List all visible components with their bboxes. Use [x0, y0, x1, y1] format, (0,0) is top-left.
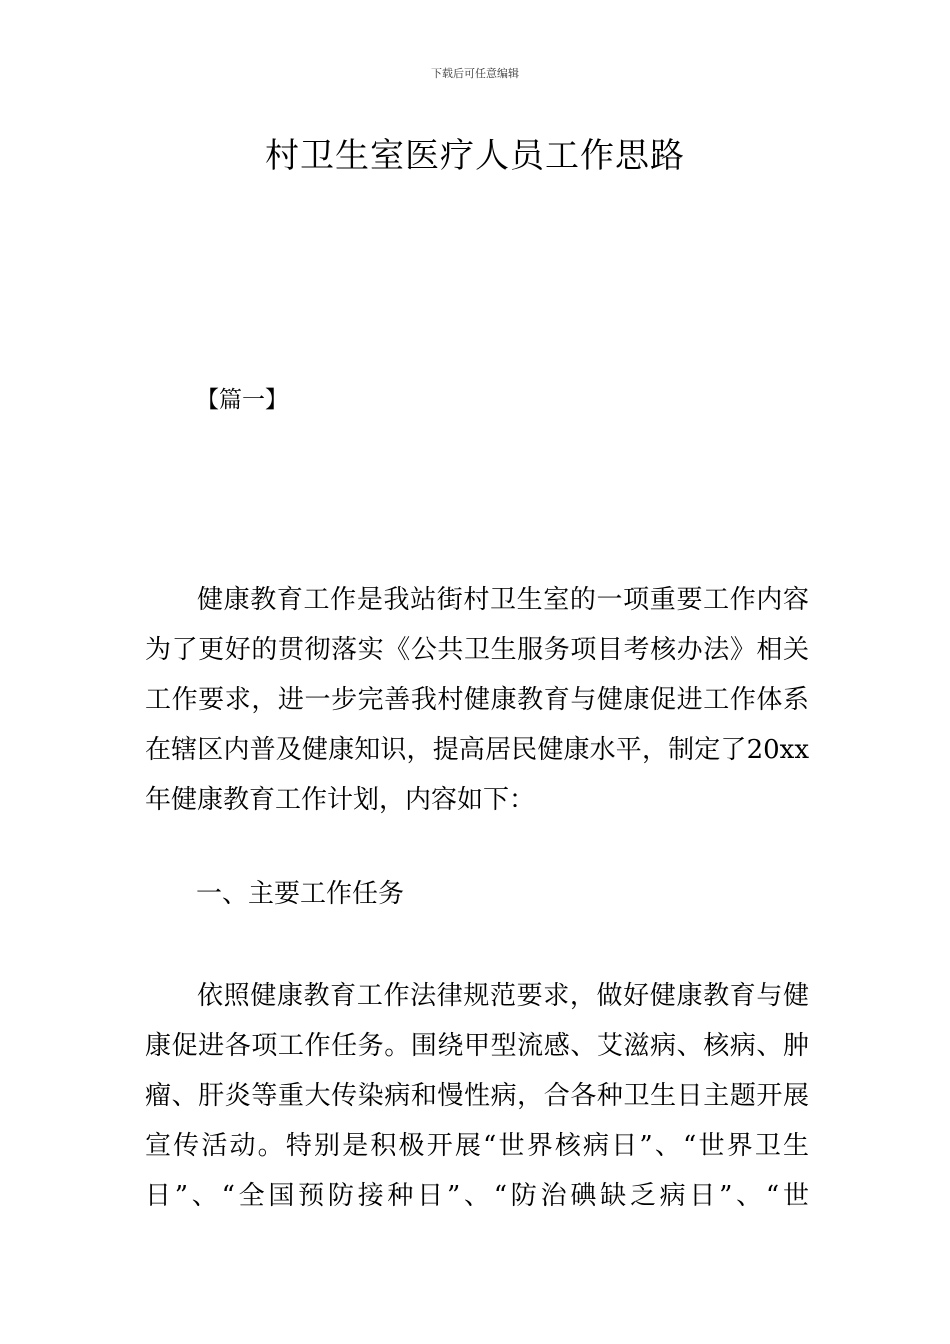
section-heading: 一、主要工作任务 — [196, 879, 405, 909]
paragraph-tasks — [145, 971, 809, 1221]
paragraph-line: 依照健康教育工作法律规范要求，做好健康教育与健 — [197, 981, 809, 1011]
paragraph-intro — [145, 575, 809, 825]
section-marker: 【篇一】 — [196, 387, 288, 413]
paragraph-line: 在辖区内普及健康知识，提高居民健康水平，制定了20xx — [145, 735, 809, 765]
paragraph-line: 健康教育工作是我站街村卫生室的一项重要工作内容 — [197, 585, 809, 615]
paragraph-line: 为了更好的贯彻落实《公共卫生服务项目考核办法》相关 — [145, 635, 809, 665]
paragraph-line: 工作要求，进一步完善我村健康教育与健康促进工作体系 — [145, 685, 809, 715]
paragraph-line: 宣传活动。特别是积极开展“世界核病日”、“世界卫生 — [145, 1131, 809, 1161]
paragraph-line: 年健康教育工作计划，内容如下： — [145, 785, 536, 815]
paragraph-line: 日”、“全国预防接种日”、“防治碘缺乏病日”、“世 — [145, 1181, 809, 1211]
paragraph-line: 瘤、肝炎等重大传染病和慢性病，合各种卫生日主题开展 — [145, 1081, 809, 1111]
header-note: 下载后可任意编辑 — [431, 67, 519, 80]
paragraph-line: 康促进各项工作任务。围绕甲型流感、艾滋病、核病、肿 — [145, 1031, 809, 1061]
document-title: 村卫生室医疗人员工作思路 — [265, 136, 685, 176]
